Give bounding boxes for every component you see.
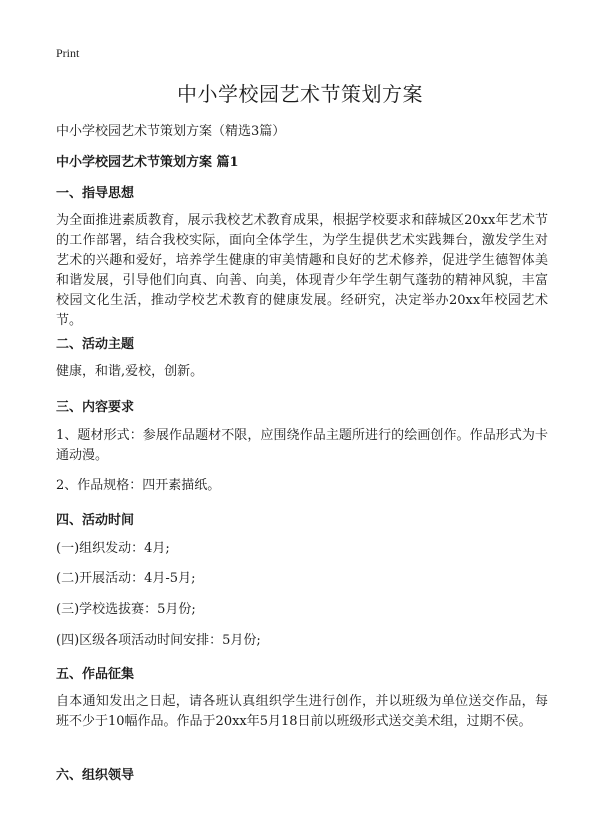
content-requirement-item-2: 2、作品规格：四开素描纸。 (56, 478, 221, 493)
part-title: 中小学校园艺术节策划方案 篇1 (56, 155, 239, 170)
schedule-item-3: (三)学校选拔赛：5月份; (56, 602, 196, 617)
section-heading-organization: 六、组织领导 (56, 768, 135, 783)
print-link[interactable]: Print (56, 46, 80, 60)
theme-paragraph: 健康，和谐,爱校，创新。 (56, 364, 204, 379)
schedule-item-4: (四)区级各项活动时间安排：5月份; (56, 633, 261, 648)
guiding-thought-paragraph: 为全面推进素质教育，展示我校艺术教育成果，根据学校要求和薛城区20xx年艺术节的工作部署，结合我校实际，面向全体学生，为学生提供艺术实践舞台，激发学生对艺术的兴趣和爱好，培养学生健康的审美情趣和良好的艺术修养，促进学生德智体美和谐发展，引导他们向真、向善、向美，体现青少年学生朝气蓬勃的精神风貌，丰富校园文化生活，推动学校艺术教育的健康发展。经研究，决定举办20xx年校园艺术节。 (56, 213, 548, 328)
document-title: 中小学校园艺术节策划方案 (177, 82, 423, 106)
section-heading-submission: 五、作品征集 (56, 667, 135, 682)
section-heading-guiding-thought: 一、指导思想 (56, 186, 135, 201)
submission-paragraph: 自本通知发出之日起，请各班认真组织学生进行创作，并以班级为单位送交作品，每班不少于10幅作品。作品于20xx年5月18日前以班级形式送交美术组，过期不侯。 (56, 694, 548, 729)
content-requirement-item-1: 1、题材形式：参展作品题材不限，应围绕作品主题所进行的绘画创作。作品形式为卡通动漫。 (56, 428, 548, 463)
section-heading-theme: 二、活动主题 (56, 337, 135, 352)
section-heading-schedule: 四、活动时间 (56, 513, 135, 528)
section-heading-content-requirements: 三、内容要求 (56, 400, 135, 415)
schedule-item-2: (二)开展活动：4月-5月; (56, 571, 196, 586)
schedule-item-1: (一)组织发动：4月; (56, 541, 170, 556)
document-subtitle: 中小学校园艺术节策划方案（精选3篇） (56, 124, 286, 139)
